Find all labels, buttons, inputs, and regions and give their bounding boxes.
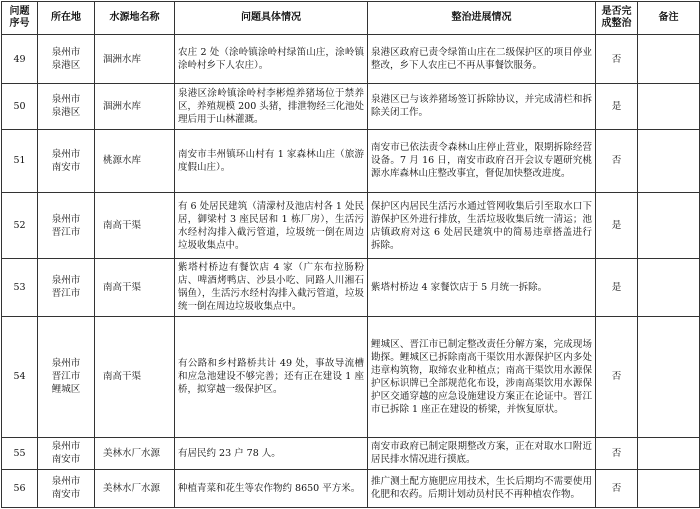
table-row <box>2 438 700 470</box>
row-remark <box>638 35 700 84</box>
row-source-name: 南高干渠 <box>95 259 175 317</box>
row-remark <box>638 469 700 507</box>
row-progress: 南安市政府已制定限期整改方案，正在对取水口附近居民排水情况进行摸底。 <box>368 438 596 470</box>
table-body <box>2 35 700 508</box>
row-source-name: 美林水厂水源 <box>95 438 175 470</box>
row-issue: 种植青菜和花生等农作物约 8650 平方米。 <box>175 469 368 507</box>
row-location: 泉州市 泉港区 <box>38 35 95 84</box>
row-completed: 是 <box>596 259 638 317</box>
table-row <box>2 129 700 193</box>
row-index: 56 <box>2 469 38 507</box>
row-issue: 农庄 2 处（涂岭镇涂岭村绿笛山庄，涂岭镇涂岭村乡下人农庄）。 <box>175 35 368 84</box>
row-source-name: 桃源水库 <box>95 129 175 193</box>
row-progress: 保护区内居民生活污水通过管网收集后引至取水口下游保护区外进行排放，生活垃圾收集后统一清运；池店镇政府对这 6 处居民建筑中的简易违章搭盖进行拆除。 <box>368 193 596 259</box>
row-index: 51 <box>2 129 38 193</box>
row-remark <box>638 193 700 259</box>
row-completed: 是 <box>596 84 638 129</box>
row-location: 泉州市 南安市 <box>38 469 95 507</box>
row-location: 泉州市 南安市 <box>38 438 95 470</box>
table-row <box>2 84 700 129</box>
header-index: 问题 序号 <box>2 2 38 35</box>
header-remark: 备注 <box>638 2 700 35</box>
header-location: 所在地 <box>38 2 95 35</box>
row-remark <box>638 438 700 470</box>
row-progress: 紫塔村桥边 4 家餐饮店于 5 月统一拆除。 <box>368 259 596 317</box>
row-location: 泉州市 晋江市 <box>38 259 95 317</box>
table-row <box>2 35 700 84</box>
row-issue: 泉港区涂岭镇涂岭村李彬煌养猪场位于禁养区，养殖规模 200 头猪，排泄物经三化池处理后用于山林灌溉。 <box>175 84 368 129</box>
row-index: 55 <box>2 438 38 470</box>
row-progress: 泉港区政府已责令绿笛山庄在二级保护区的项目停业整改，乡下人农庄已不再从事餐饮服务。 <box>368 35 596 84</box>
row-location: 泉州市 晋江市 鲤城区 <box>38 316 95 437</box>
row-remark <box>638 84 700 129</box>
row-index: 49 <box>2 35 38 84</box>
header-source: 水源地名称 <box>95 2 175 35</box>
table-row <box>2 316 700 437</box>
row-source-name: 南高干渠 <box>95 193 175 259</box>
row-index: 54 <box>2 316 38 437</box>
header-completed: 是否完 成整治 <box>596 2 638 35</box>
header-row <box>2 2 700 35</box>
row-remark <box>638 316 700 437</box>
row-location: 泉州市 南安市 <box>38 129 95 193</box>
row-remark <box>638 129 700 193</box>
row-location: 泉州市 泉港区 <box>38 84 95 129</box>
row-progress: 推广测土配方施肥应用技术，生长后期均不需要使用化肥和农药。后期计划动员村民不再种植农作物。 <box>368 469 596 507</box>
rectification-table <box>1 1 700 508</box>
row-progress: 泉港区已与该养猪场签订拆除协议，并完成清栏和拆除关闭工作。 <box>368 84 596 129</box>
row-completed: 否 <box>596 129 638 193</box>
row-index: 52 <box>2 193 38 259</box>
row-index: 53 <box>2 259 38 317</box>
row-completed: 否 <box>596 469 638 507</box>
table-row <box>2 193 700 259</box>
row-progress: 南安市已依法责令森林山庄停止营业，限期拆除经营设备。7 月 16 日，南安市政府召开会议专题研究桃源水库森林山庄整改事宜，督促加快整改进度。 <box>368 129 596 193</box>
row-issue: 有 6 处居民建筑（清濛村及池店村各 1 处民居，御梁村 3 座民居和 1 栋厂房），生活污水经村沟排入截污管道，垃圾统一倒在周边垃圾收集点中。 <box>175 193 368 259</box>
row-issue: 南安市丰州镇环山村有 1 家森林山庄（旅游度假山庄）。 <box>175 129 368 193</box>
row-issue: 有居民约 23 户 78 人。 <box>175 438 368 470</box>
row-source-name: 涸洲水库 <box>95 84 175 129</box>
row-location: 泉州市 晋江市 <box>38 193 95 259</box>
row-source-name: 涸洲水库 <box>95 35 175 84</box>
header-progress: 整治进展情况 <box>368 2 596 35</box>
row-issue: 紫塔村桥边有餐饮店 4 家（广东布拉肠粉店、啤酒烤鸭店、沙县小吃、同路人川湘石锅鱼），生活污水经村沟排入截污管道，垃圾统一倒在周边垃圾收集点中。 <box>175 259 368 317</box>
row-source-name: 南高干渠 <box>95 316 175 437</box>
table-row <box>2 469 700 507</box>
row-issue: 有公路和乡村路桥共计 49 处，事故导流槽和应急池建设不够完善；还有正在建设 1 座桥，拟穿越一级保护区。 <box>175 316 368 437</box>
header-issue: 问题具体情况 <box>175 2 368 35</box>
row-remark <box>638 259 700 317</box>
row-completed: 是 <box>596 193 638 259</box>
row-source-name: 美林水厂水源 <box>95 469 175 507</box>
row-completed: 否 <box>596 35 638 84</box>
table-row <box>2 259 700 317</box>
row-index: 50 <box>2 84 38 129</box>
row-completed: 否 <box>596 438 638 470</box>
row-completed: 否 <box>596 316 638 437</box>
row-progress: 鲤城区、晋江市已制定整改责任分解方案，完成现场勘探。鲤城区已拆除南高干渠饮用水源保护区内多处违章构筑物，取缔农业种植点；南高干渠饮用水源保护区标识牌已全部规范化布设，涉南高渠饮用水源保护区交通穿越的应急设施建设方案正在论证中。晋江市已拆除 1 座正在建设的桥梁，并恢复原状。 <box>368 316 596 437</box>
